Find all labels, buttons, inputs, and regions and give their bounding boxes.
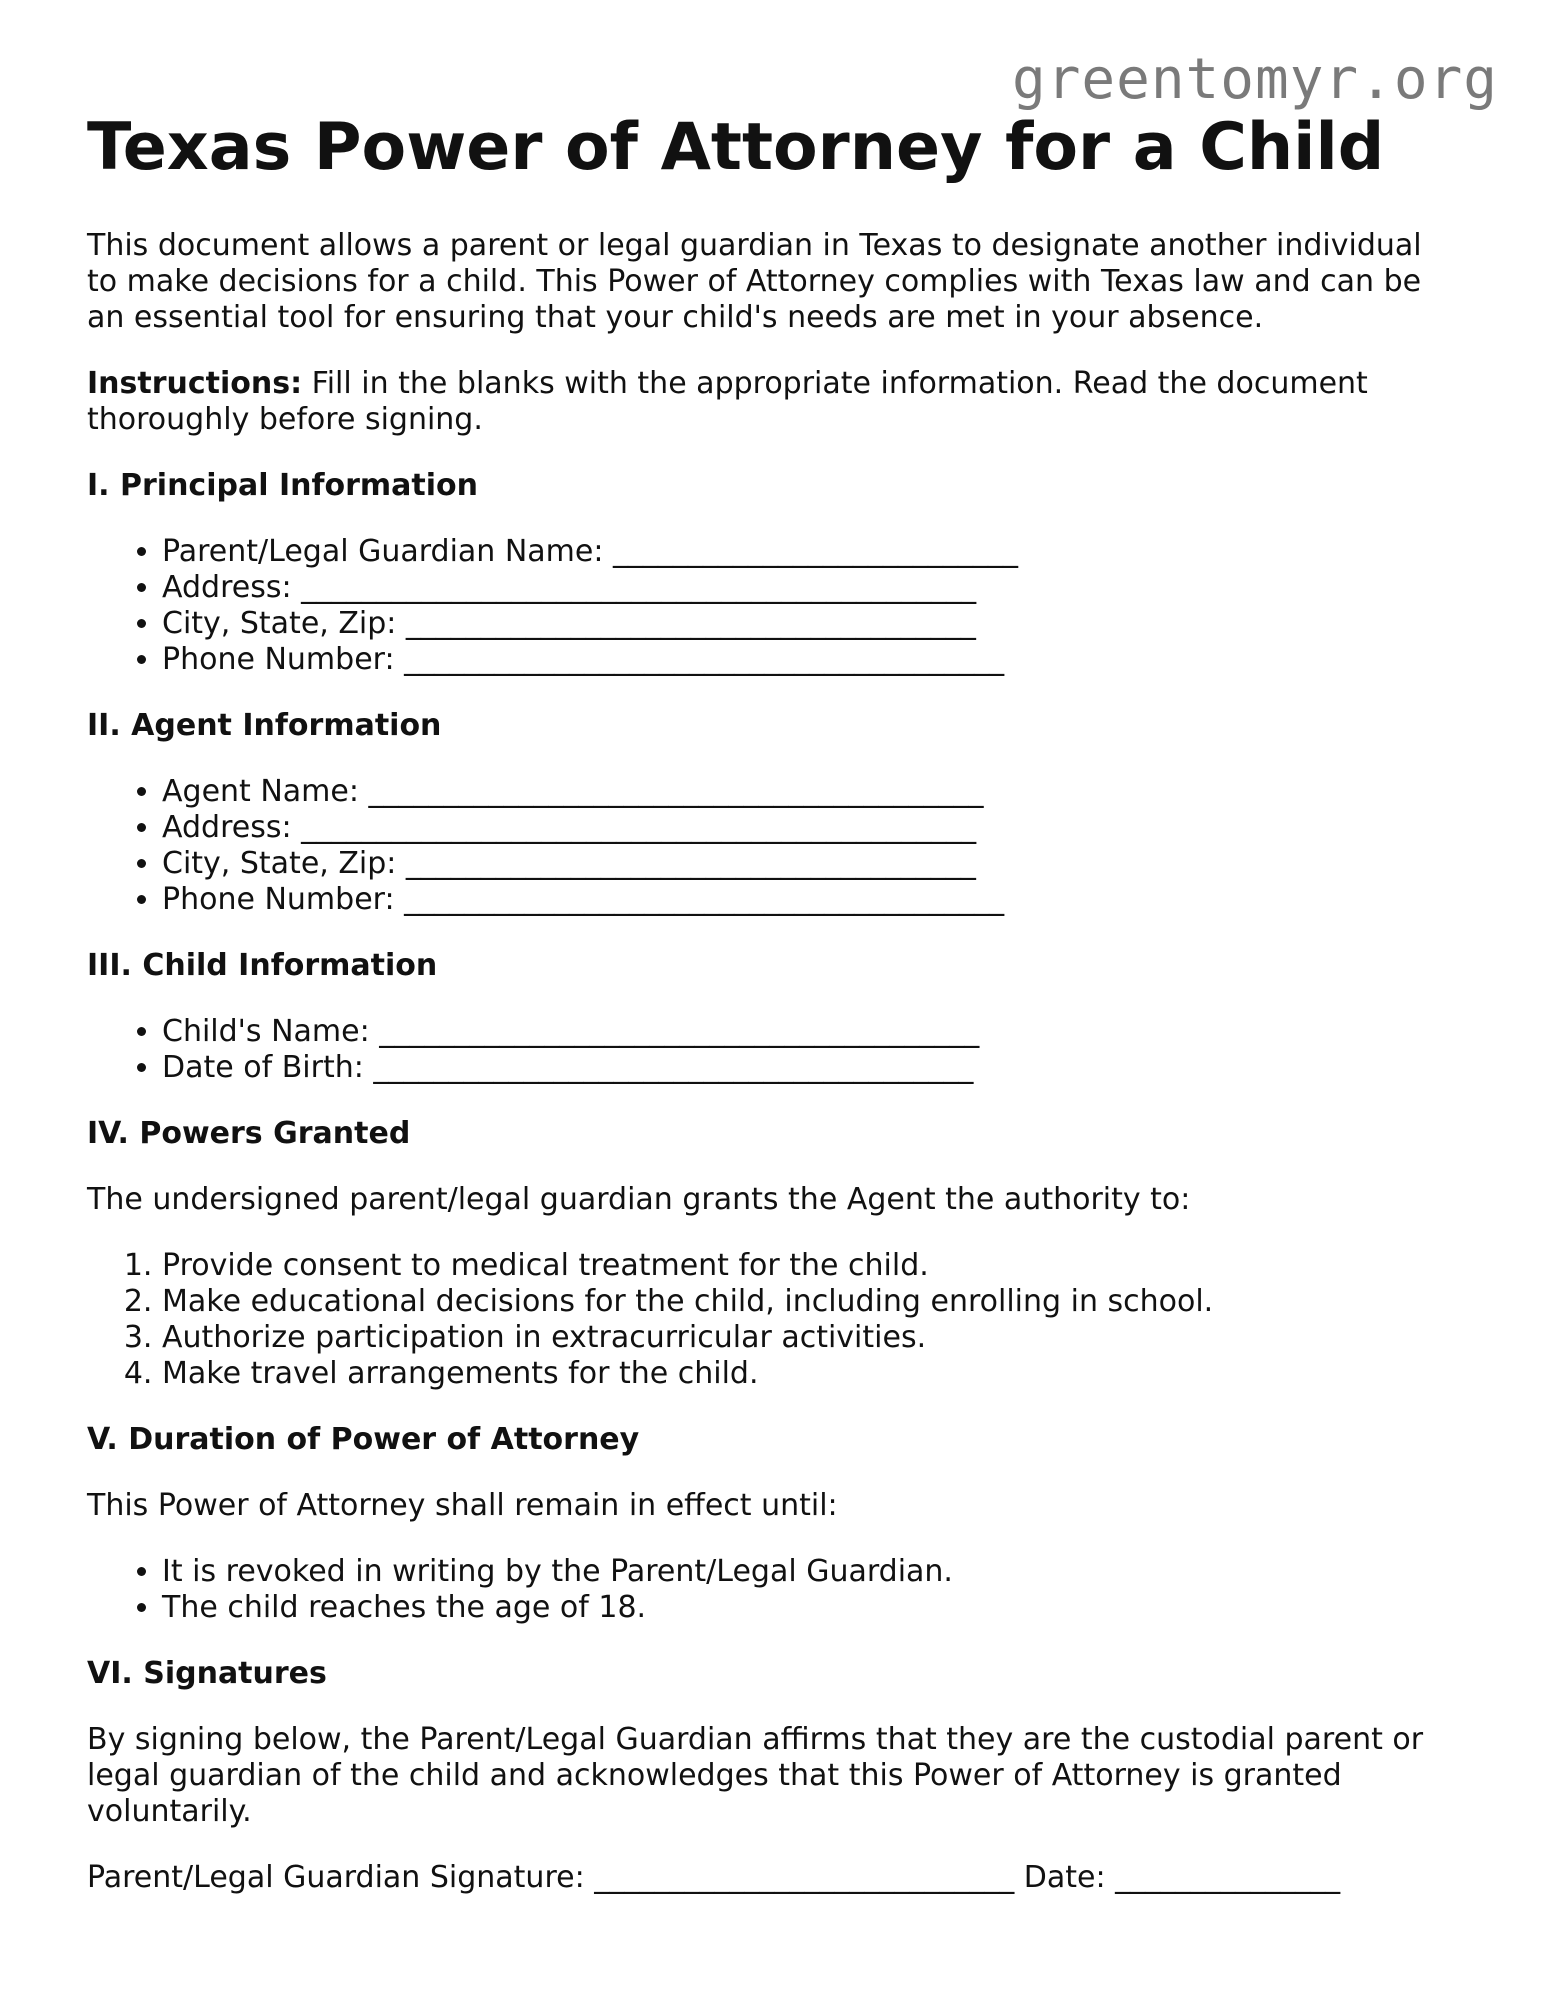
page-title: Texas Power of Attorney for a Child: [87, 110, 1385, 185]
principal-info-list: [87, 534, 1487, 678]
principal-phone-field: • Phone Number: ________________________________________: [162, 642, 1487, 678]
power-item: 3. Authorize participation in extracurricular activities.: [162, 1320, 1487, 1356]
instructions-text: Fill in the blanks with the appropriate information. Read the document thoroughly before signing.: [87, 366, 1368, 437]
duration-item: • It is revoked in writing by the Parent/Legal Guardian.: [162, 1554, 1487, 1590]
agent-address-field: • Address: _____________________________________________: [162, 810, 1487, 846]
agent-info-list: [87, 774, 1487, 918]
signature-date-line: Parent/Legal Guardian Signature: ____________________________ Date: _______________: [87, 1860, 1341, 1895]
duration-item: • The child reaches the age of 18.: [162, 1590, 1487, 1626]
document-page: [87, 108, 1487, 1896]
child-info-list: [87, 1014, 1487, 1086]
principal-name-field: • Parent/Legal Guardian Name: ___________________________: [162, 534, 1487, 570]
section-heading-agent: II. Agent Information: [87, 708, 442, 743]
agent-city-state-zip-field: • City, State, Zip: ______________________________________: [162, 846, 1487, 882]
duration-list: [87, 1554, 1487, 1626]
power-item: 4. Make travel arrangements for the child.: [162, 1356, 1487, 1392]
power-item: 1. Provide consent to medical treatment for the child.: [162, 1248, 1487, 1284]
principal-address-field: • Address: _____________________________________________: [162, 570, 1487, 606]
agent-name-field: • Agent Name: _________________________________________: [162, 774, 1487, 810]
watermark: greentomyr.org: [1011, 47, 1498, 112]
section-heading-duration: V. Duration of Power of Attorney: [87, 1422, 640, 1457]
child-dob-field: • Date of Birth: ________________________________________: [162, 1050, 1487, 1086]
section-heading-signatures: VI. Signatures: [87, 1656, 327, 1691]
instructions-label: Instructions:: [87, 366, 303, 401]
power-item: 2. Make educational decisions for the child, including enrolling in school.: [162, 1284, 1487, 1320]
intro-paragraph: This document allows a parent or legal guardian in Texas to designate another individual to make decisions for a child. This Power of Attorney complies with Texas law and can be an essential tool for ensuring that your child's needs are met in your absence.: [87, 228, 1422, 335]
powers-intro-text: The undersigned parent/legal guardian grants the Agent the authority to:: [87, 1182, 1191, 1217]
signature-statement: By signing below, the Parent/Legal Guardian affirms that they are the custodial parent or legal guardian of the child and acknowledges that this Power of Attorney is granted voluntarily.: [87, 1722, 1424, 1829]
instructions-paragraph: [87, 366, 1457, 438]
powers-list: [87, 1248, 1487, 1392]
agent-phone-field: • Phone Number: ________________________________________: [162, 882, 1487, 918]
section-heading-child: III. Child Information: [87, 948, 438, 983]
principal-city-state-zip-field: • City, State, Zip: ______________________________________: [162, 606, 1487, 642]
section-heading-powers: IV. Powers Granted: [87, 1116, 411, 1151]
section-heading-principal: I. Principal Information: [87, 468, 479, 503]
child-name-field: • Child's Name: ________________________________________: [162, 1014, 1487, 1050]
duration-intro-text: This Power of Attorney shall remain in effect until:: [87, 1488, 838, 1523]
